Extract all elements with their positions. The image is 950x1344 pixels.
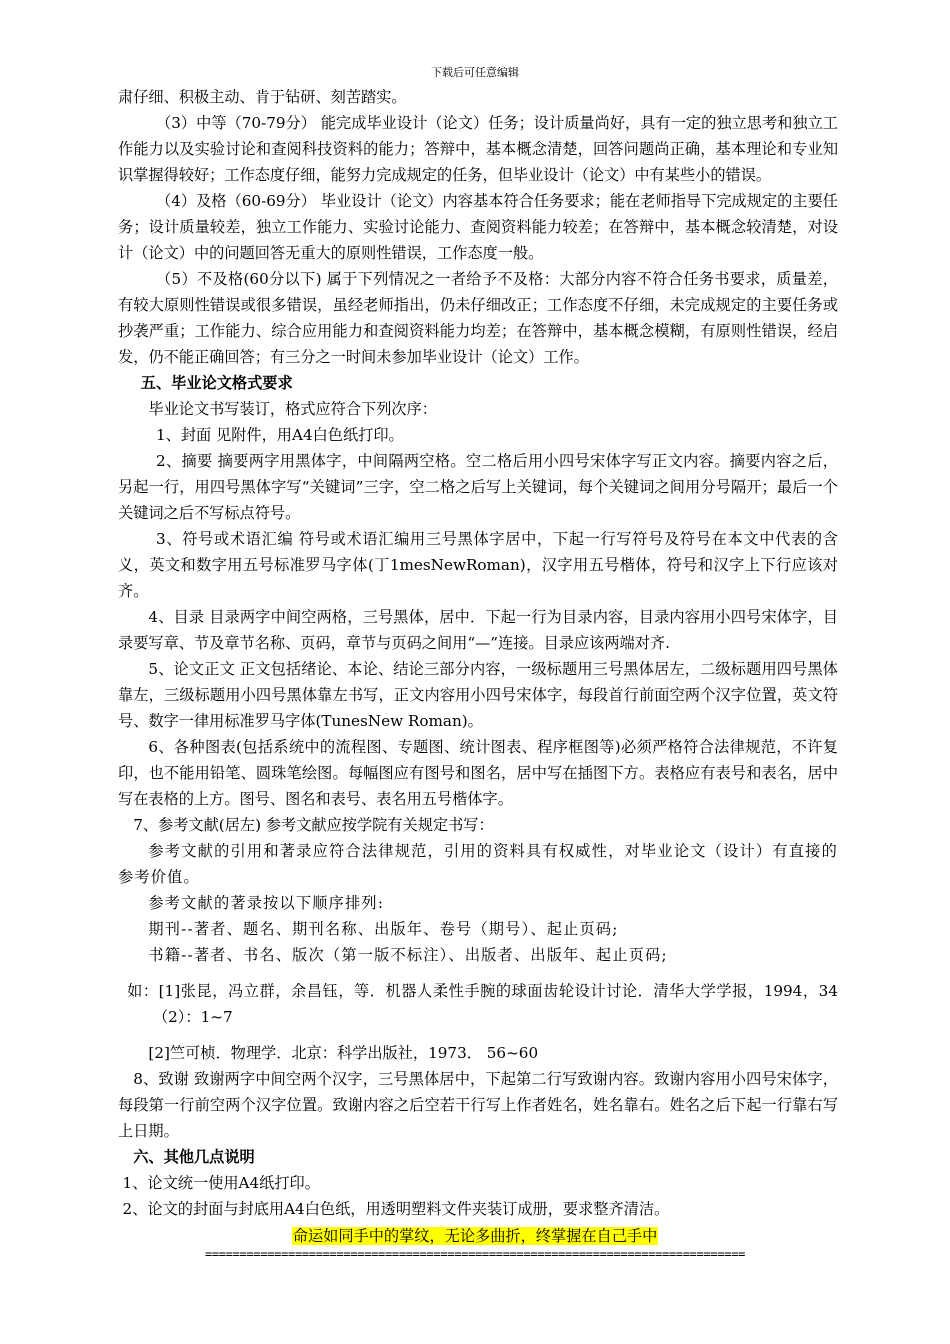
book-format-line: 书籍--著者、书名、版次（第一版不标注）、出版者、出版年、起止页码; (148, 946, 668, 964)
figures-paragraph: 6、各种图表(包括系统中的流程图、专题图、统计图表、程序框图等)必须严格符合法律规范，不许复印，也不能用铅笔、圆珠笔绘图。每幅图应有图号和图名，居中写在插图下方。表格应有表号和表名，居中写在表格的上方。图号、图名和表号、表名用五号楷体字。 (118, 738, 838, 808)
section-heading-format: 五、毕业论文格式要求 (140, 374, 293, 392)
journal-format-line: 期刊--著者、题名、期刊名称、出版年、卷号（期号）、起止页码; (148, 920, 619, 938)
notice-text: 命运如同手中的掌纹，无论多曲折，终掌握在自己手中 (292, 1227, 658, 1245)
body-text-paragraph: 5、论文正文 正文包括绪论、本论、结论三部分内容，一级标题用三号黑体居左，二级标题用四号黑体靠左，三级标题用小四号黑体靠左书写，正文内容用小四号宋体字，每段首行前面空两个汉字位置，英文符号、数字一律用标准罗马字体(TunesNew Roman)。 (118, 660, 838, 730)
references-paragraph: 7、参考文献(居左) 参考文献应按学院有关规定书写： (133, 816, 494, 834)
note-item-1: 1、论文统一使用A4纸打印。 (122, 1174, 320, 1192)
grade-medium-paragraph: （3）中等（70-79分） 能完成毕业设计（论文）任务；设计质量尚好，具有一定的独立思考和独立工作能力以及实验讨论和查阅科技资料的能力；答辩中，基本概念清楚，回答问题尚正确，基本理论和专业知识掌握得较好；工作态度仔细，能努力完成规定的任务，但毕业设计（论文）中有某些小的错误。 (118, 114, 838, 184)
acknowledgement-paragraph: 8、致谢 致谢两字中间空两个汉字，三号黑体居中，下起第二行写致谢内容。致谢内容用小四号宋体字，每段第一行前空两个汉字位置。致谢内容之后空若干行写上作者姓名，姓名靠右。姓名之后下起一行靠右写上日期。 (118, 1070, 838, 1140)
grade-pass-paragraph: （4）及格（60-69分） 毕业设计（论文）内容基本符合任务要求；能在老师指导下完成规定的主要任务；设计质量较差，独立工作能力、实验讨论能力、查阅资料能力较差；在答辩中，基本概念较清楚，对设计（论文）中的问题回答无重大的原则性错误，工作态度一般。 (118, 192, 838, 262)
symbols-paragraph: 3、符号或术语汇编 符号或术语汇编用三号黑体字居中，下起一行写符号及符号在本文中代表的含义，英文和数字用五号标准罗马字体(丁1mesNewRoman)，汉字用五号楷体，符号和汉字上下行应该对齐。 (118, 530, 838, 600)
format-intro-paragraph: 毕业论文书写装订，格式应符合下列次序： (148, 400, 437, 418)
grade-fail-paragraph: （5）不及格(60分以下) 属于下列情况之一者给予不及格：大部分内容不符合任务书要求，质量差，有较大原则性错误或很多错误，虽经老师指出，仍未仔细改正；工作态度不仔细，未完成规定的主要任务或抄袭严重；工作能力、综合应用能力和查阅资料能力均差；在答辩中，基本概念模糊，有原则性错误，经启发，仍不能正确回答；有三分之一时间未参加毕业设计（论文）工作。 (118, 270, 838, 366)
abstract-paragraph: 2、摘要 摘要两字用黑体字，中间隔两空格。空二格后用小四号宋体字写正文内容。摘要内容之后，另起一行，用四号黑体字写“关键词”三字，空二格之后写上关键词，每个关键词之间用分号隔开；最后一个关键词之后不写标点符号。 (118, 452, 838, 522)
paragraph-continuation: 肃仔细、积极主动、肯于钻研、刻苦踏实。 (118, 88, 407, 106)
references-rule-paragraph: 参考文献的引用和著录应符合法律规范，引用的资料具有权威性，对毕业论文（设计）有直接的参考价值。 (118, 842, 838, 886)
page-header: 下载后可任意编辑 (431, 66, 519, 79)
references-order-paragraph: 参考文献的著录按以下顺序排列: (148, 894, 385, 912)
note-item-2: 2、论文的封面与封底用A4白色纸，用透明塑料文件夹装订成册，要求整齐清洁。 (122, 1200, 670, 1218)
document-body (118, 84, 838, 1222)
highlighted-notice (0, 1225, 950, 1247)
toc-paragraph: 4、目录 目录两字中间空两格，三号黑体，居中．下起一行为目录内容，目录内容用小四号宋体字，目录要写章、节及章节名称、页码，章节与页码之间用“—”连接。目录应该两端对齐. (118, 608, 838, 652)
cover-paragraph: 1、封面 见附件，用A4白色纸打印。 (156, 426, 404, 444)
section-heading-notes: 六、其他几点说明 (133, 1148, 255, 1166)
reference-example-2: [2]竺可桢．物理学．北京：科学出版社，1973． 56~60 (148, 1044, 539, 1062)
reference-example-1: 如：[1]张昆，冯立群，余昌钰，等．机器人柔性手腕的球面齿轮设计讨论．清华大学学报，1994，34（2）：1~7 (127, 982, 838, 1026)
footer-rule: ============================================================================== (204, 1247, 746, 1261)
